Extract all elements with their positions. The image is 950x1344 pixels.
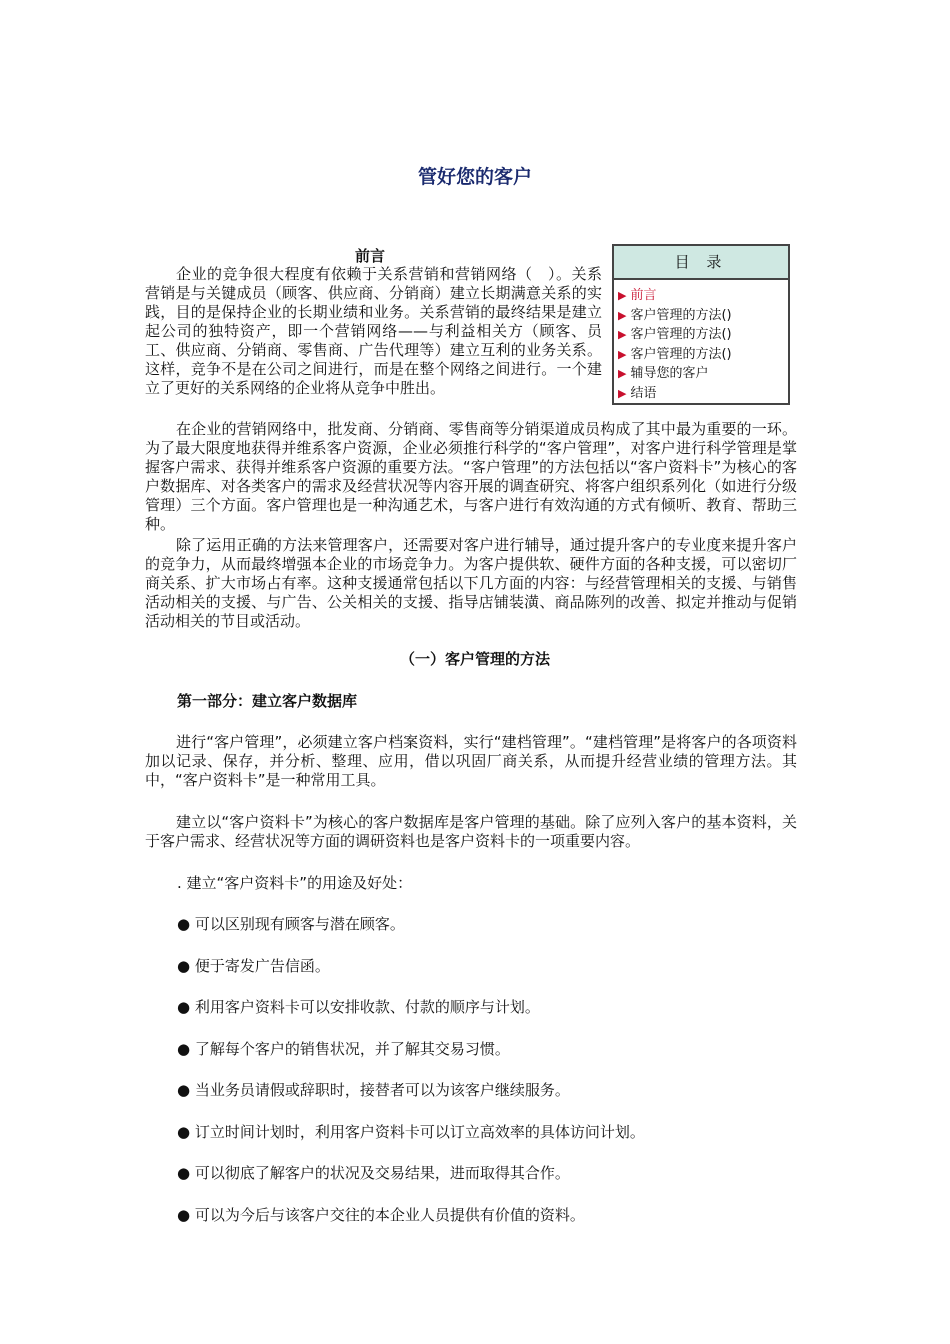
triangle-arrow-icon: ▶ [618,367,627,380]
section-paragraph-1: 进行“客户管理”，必须建立客户档案资料，实行“建档管理”。“建档管理”是将客户的各项资料加以记录、保存，并分析、整理、应用，借以巩固厂商关系，从而提升经营业绩的管理方法。其中，“客户资料卡”是一种常用工具。 [145,733,797,789]
document-title: 管好您的客户 [417,166,532,188]
list-item: ● 利用客户资料卡可以安排收款、付款的顺序与计划。 [177,998,540,1016]
table-of-contents [612,244,790,405]
list-item: ● 了解每个客户的销售状况，并了解其交易习惯。 [177,1040,510,1058]
list-item: ● 便于寄发广告信函。 [177,957,330,975]
part-heading: 第一部分：建立客户数据库 [177,692,358,710]
toc-item-method-1[interactable]: ▶ 客户管理的方法() [618,307,732,323]
toc-item-method-3[interactable]: ▶ 客户管理的方法() [618,346,732,362]
triangle-arrow-icon: ▶ [618,308,627,322]
triangle-arrow-icon: ▶ [618,289,627,302]
toc-heading: 目 录 [614,246,788,280]
section-heading: （一）客户管理的方法 [399,650,550,668]
triangle-arrow-icon: ▶ [618,328,627,341]
list-item: ● 可以为今后与该客户交往的本企业人员提供有价值的资料。 [177,1206,585,1224]
list-item: ● 订立时间计划时，利用客户资料卡可以订立高效率的具体访问计划。 [177,1123,645,1141]
toc-item-coaching[interactable]: ▶ 辅导您的客户 [618,366,709,381]
section-paragraph-2: 建立以“客户资料卡”为核心的客户数据库是客户管理的基础。除了应列入客户的基本资料，关于客户需求、经营状况等方面的调研资料也是客户资料卡的一项重要内容。 [145,813,797,850]
list-item: ● 当业务员请假或辞职时，接替者可以为该客户继续服务。 [177,1081,570,1099]
triangle-arrow-icon: ▶ [618,347,627,361]
triangle-arrow-icon: ▶ [618,386,627,400]
preface-paragraph-1: 企业的竞争很大程度有依赖于关系营销和营销网络（ ）。关系营销是与关键成员（顾客、供应商、分销商）建立长期满意关系的实践，目的是保持企业的长期业绩和业务。关系营销的最终结果是建立起公司的独特资产，即一个营销网络——与利益相关方（顾客、员工、供应商、分销商、零售商、广告代理等）建立互利的业务关系。这样，竞争不是在公司之间进行，而是在整个网络之间进行。一个建立了更好的关系网络的企业将从竞争中胜出。 [145,265,602,397]
toc-item-conclusion[interactable]: ▶ 结语 [618,385,657,401]
preface-paragraph-2: 在企业的营销网络中，批发商、分销商、零售商等分销渠道成员构成了其中最为重要的一环。为了最大限度地获得并维系客户资源，企业必须推行科学的“客户管理”，对客户进行科学管理是掌握客户需求、获得并维系客户资源的重要方法。“客户管理”的方法包括以“客户资料卡”为核心的客户数据库、对各类客户的需求及经营状况等内容开展的调查研究、将客户组织系列化（如进行分级管理）三个方面。客户管理也是一种沟通艺术，与客户进行有效沟通的方式有倾听、教育、帮助三种。 [145,420,797,533]
usage-heading: . 建立“客户资料卡”的用途及好处： [177,874,413,892]
list-item: ● 可以彻底了解客户的状况及交易结果，进而取得其合作。 [177,1164,570,1182]
preface-heading: 前言 [355,247,386,265]
toc-item-method-2[interactable]: ▶ 客户管理的方法() [618,327,732,342]
toc-item-preface[interactable]: ▶ 前言 [618,288,657,303]
preface-paragraph-3: 除了运用正确的方法来管理客户，还需要对客户进行辅导，通过提升客户的专业度来提升客户的竞争力，从而最终增强本企业的市场竞争力。为客户提供软、硬件方面的各种支援，可以密切厂商关系、扩大市场占有率。这种支援通常包括以下几方面的内容：与经营管理相关的支援、与销售活动相关的支援、与广告、公关相关的支援、指导店铺装潢、商品陈列的改善、拟定并推动与促销活动相关的节目或活动。 [145,536,797,630]
list-item: ● 可以区别现有顾客与潜在顾客。 [177,915,405,933]
